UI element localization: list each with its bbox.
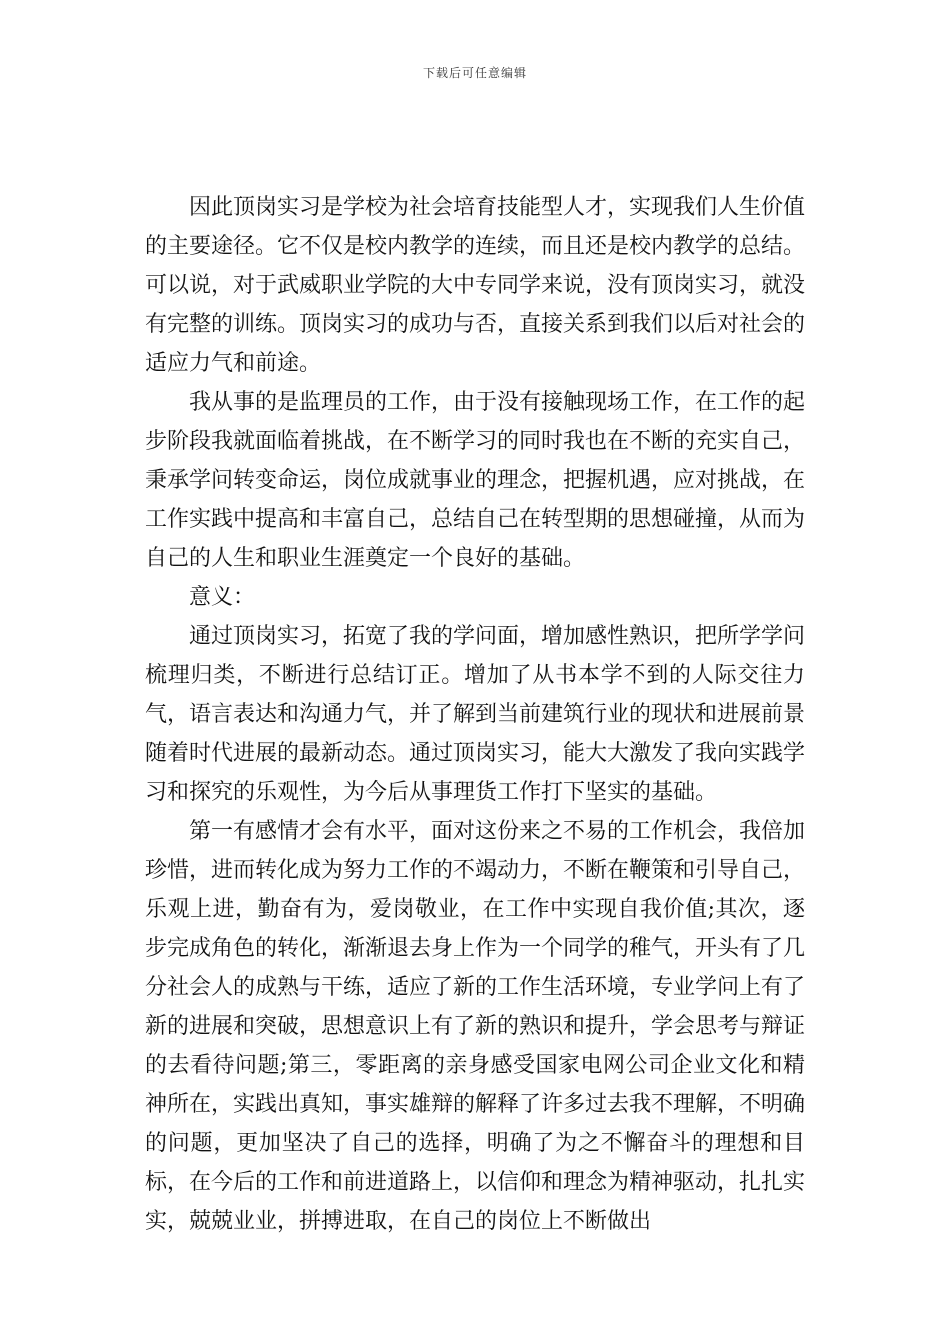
document-body [145,188,805,1241]
paragraph-supervisor-work: 我从事的是监理员的工作，由于没有接触现场工作，在工作的起步阶段我就面临着挑战，在不断学习的同时我也在不断的充实自己，秉承学问转变命运，岗位成就事业的理念，把握机遇，应对挑战，在工作实践中提高和丰富自己，总结自己在转型期的思想碰撞，从而为自己的人生和职业生涯奠定一个良好的基础。 [145,390,806,571]
paragraph-reflections: 第一有感情才会有水平，面对这份来之不易的工作机会，我倍加珍惜，进而转化成为努力工作的不竭动力，不断在鞭策和引导自己，乐观上进，勤奋有为，爱岗敬业，在工作中实现自我价值;其次，逐步完成角色的转化，渐渐退去身上作为一个同学的稚气，开头有了几分社会人的成熟与干练，适应了新的工作生活环境，专业学问上有了新的进展和突破，思想意识上有了新的熟识和提升，学会思考与辩证的去看待问题;第三，零距离的亲身感受国家电网公司企业文化和精神所在，实践出真知，事实雄辩的解释了许多过去我不理解，不明确的问题，更加坚决了自己的选择，明确了为之不懈奋斗的理想和目标，在今后的工作和前进道路上，以信仰和理念为精神驱动，扎扎实实，兢兢业业，拼搏进取，在自己的岗位上不断做出 [145,819,806,1234]
page-header: 下载后可任意编辑 [422,66,527,80]
paragraph-significance-heading: 意义： [189,585,256,610]
paragraph-internship-purpose: 因此顶岗实习是学校为社会培育技能型人才，实现我们人生价值的主要途径。它不仅是校内教学的连续，而且还是校内教学的总结。可以说，对于武威职业学院的大中专同学来说，没有顶岗实习，就没有完整的训练。顶岗实习的成功与否，直接关系到我们以后对社会的适应力气和前途。 [145,195,806,376]
paragraph-significance-body: 通过顶岗实习，拓宽了我的学问面，增加感性熟识，把所学学问梳理归类，不断进行总结订正。增加了从书本学不到的人际交往力气，语言表达和沟通力气，并了解到当前建筑行业的现状和进展前景随着时代进展的最新动态。通过顶岗实习，能大大激发了我向实践学习和探究的乐观性，为今后从事理货工作打下坚实的基础。 [145,624,806,805]
